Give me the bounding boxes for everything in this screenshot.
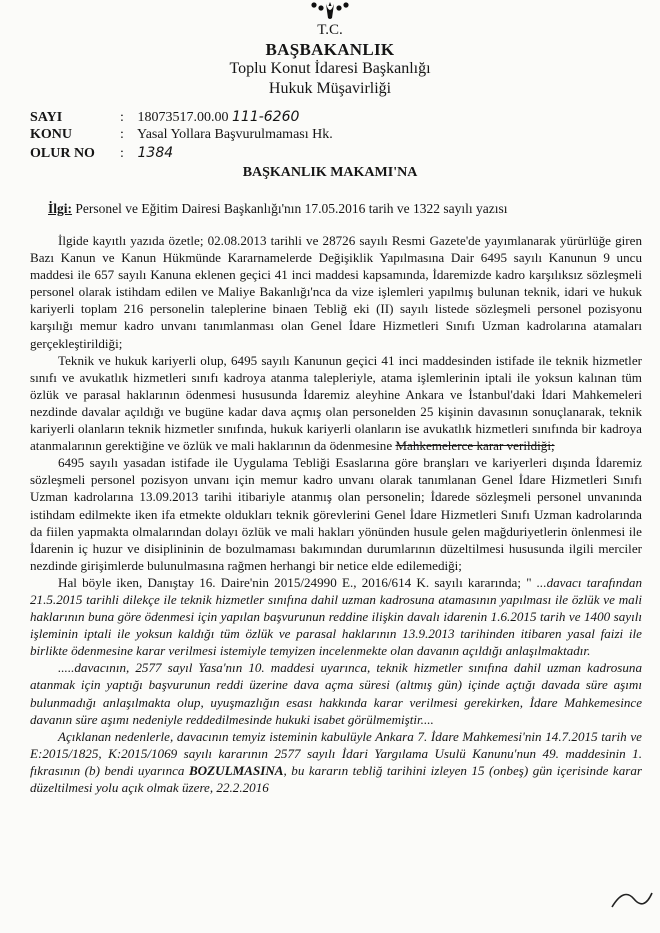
konu-label: KONU <box>30 127 72 142</box>
paragraph-2-struck: Mahkemelerce karar verildiği; <box>395 438 555 454</box>
paragraph-5: .....davacının, 2577 sayıl Yasa'nın 10. maddesi uyarınca, teknik hizmetler sınıfına dahil uzman kadrosuna atanmak için yaptığı başvurunun reddi üzerine dava açma süresi (altmış gün) içinde açtığı davada süre aşımı bulunmadığı anlaşılmakta olup, uyuşmazlığın esası hakkında karar verilmesi gerekirken, İdare Mahkemesince davanın süre aşımı nedeniyle reddedilmesinde hukuki isabet görülmemiştir.... <box>30 660 642 727</box>
header-org: BAŞBAKANLIK <box>265 40 395 59</box>
paragraph-6-bold: BOZULMASINA <box>188 762 284 778</box>
header-sub2: Hukuk Müşavirliği <box>268 80 392 97</box>
paragraph-2-text: Teknik ve hukuk kariyerli olup, 6495 sayılı Kanunun geçici 41 inci maddesinden istifade ile teknik hizmetler sınıfı ve avukatlık hizmetleri sınıfı kadroya atanma talepleriyle, atama işlemlerinin iptali ile yoksun kalınan tüm özlük ve parasal haklarının ödenmesi hususunda İdaremiz aleyhine Ankara ve İstanbul'daki İdari Mahkemeleri nezdinde davalar açıldığı ve bugüne kadar dava açmış olan personelden 25 kişinin davasının sonuçlanarak, teknik kariyerli olanların teknik hizmetler sınıfında, hukuk kariyerli olanların ise avukatlık hizmetleri sınıfında bir kadroya atanmalarının gerektiğine ve özlük ve mali haklarının da ödenmesine <box>30 352 642 454</box>
paragraph-6-end: , bu kararın tebliğ tarihini izleyen 15 (onbeş) gün içerisinde karar düzeltilmesi yolu açık olmak üzere, 22.2.2016 <box>30 762 642 795</box>
paragraph-1: İlgide kayıtlı yazıda özetle; 02.08.2013 tarihli ve 28726 sayılı Resmi Gazete'de yayımlanarak yürürlüğe giren Bazı Kanun ve Kanun Hükmünde Kararnamelerde Değişiklik Yapılmasına Dair 6495 sayılı Kanunun 9 uncu maddesi ile 657 sayılı Kanuna eklenen geçici 41 inci maddesi kapsamında, İdaremizde kadro karşılıksız sözleşmeli personel olarak istihdam edilen ve Maliye Bakanlığı'nca da vize işlemleri yapılmış bulunan teknik, idari ve hukuk kariyerli toplam 216 personelin taleplerine binaen Tebliğ eki (II) sayılı listede sözleşmeli personel pozisyonu karşılığı memur kadro unvanı tanımlanması olan Genel İdare Hizmetleri Sınıfı Uzman kadrolarına atamaları gerçekleştirildiği; <box>30 233 642 351</box>
meta-olur: OLUR NO : 1384 <box>30 145 174 161</box>
emblem-icon <box>300 0 360 22</box>
meta-sayi: SAYI : 18073517.00.00 111-6260 <box>30 109 300 125</box>
letter-body <box>30 232 642 796</box>
meta-konu: KONU : Yasal Yollara Başvurulmaması Hk. <box>30 127 333 142</box>
paragraph-4 <box>30 574 642 659</box>
sayi-handwritten: 111-6260 <box>232 109 300 125</box>
ilgi-line <box>48 201 508 217</box>
paragraph-4-quote: ...davacı tarafından 21.5.2015 tarihli dilekçe ile teknik hizmetler sınıfına dahil uzman kadrosuna atamasının yapılması ile özlük ve mali haklarının buna göre ödenmesi için yapılan başvurunun reddine ilişkin davalı idarenin 1.6.2015 tarih ve 1400 sayılı işleminin iptali ile yoksun kaldığı tüm özlük ve parasal haklarının 13.9.2013 tarihinden itibaren yasal faizi ile birlikte ödenmesine karar verilmesi istemiyle temyizen incelenmekte olan davanın açıldığı anlaşılmaktadır. <box>30 574 642 659</box>
header-sub1: Toplu Konut İdaresi Başkanlığı <box>229 60 431 77</box>
signature-mark-icon <box>606 885 656 915</box>
header-tc: T.C. <box>317 22 343 38</box>
paragraph-3: 6495 sayılı yasadan istifade ile Uygulama Tebliği Esaslarına göre branşları ve kariyerleri dışında İdaremiz sözleşmeli personel pozisyon unvanı için memur kadro unvanı olarak tanımlanan Genel İdare Hizmetleri Sınıfı Uzman kadrolarına 13.09.2013 tarihi itibariyle atanmış olan personelin; İdarede sözleşmeli personel unvanında istihdam edilmekte iken ifa etmekte oldukları teknik görevlerini Genel İdare Hizmetleri Sınıfı Uzman kadrolarında da fiilen yapmakta olmalarından dolayı özlük ve mali hakları yönünden husule gelen mağduriyetlerin önlenmesi ile İdarenin iç huzur ve disiplininin de bozulmaması bakımından durumlarının düzeltilmesi hususunda ilgili merciler nezdinde girişimlerde bulunulmasına rağmen herhangi bir netice elde edilemediği; <box>30 455 642 573</box>
ilgi-text: Personel ve Eğitim Dairesi Başkanlığı'nın 17.05.2016 tarih ve 1322 sayılı yazısı <box>75 201 508 216</box>
addressee: BAŞKANLIK MAKAMI'NA <box>242 165 418 180</box>
paragraph-4-intro: Hal böyle iken, Danıştay 16. Daire'nin 2015/24990 E., 2016/614 K. sayılı kararında; " <box>58 574 537 590</box>
sayi-label: SAYI <box>30 110 63 125</box>
konu-value: Yasal Yollara Başvurulmaması Hk. <box>136 127 333 142</box>
paragraph-2 <box>30 352 642 455</box>
olur-label: OLUR NO <box>30 146 95 161</box>
sayi-value: 18073517.00.00 <box>137 110 229 125</box>
ilgi-label: İlgi: <box>48 201 73 216</box>
paragraph-6 <box>30 728 642 796</box>
paragraph-6-text: Açıklanan nedenlerle, davacının temyiz isteminin kabulüyle Ankara 7. İdare Mahkemesi'nin 14.7.2015 tarih ve E:2015/1825, K:2015/1069 sayılı kararının 2577 sayılı İdari Yargılama Usulü Kanunu'nun 49. maddesinin 1. fıkrasının (b) bendi uyarınca <box>30 728 642 778</box>
olur-handwritten: 1384 <box>137 145 174 161</box>
